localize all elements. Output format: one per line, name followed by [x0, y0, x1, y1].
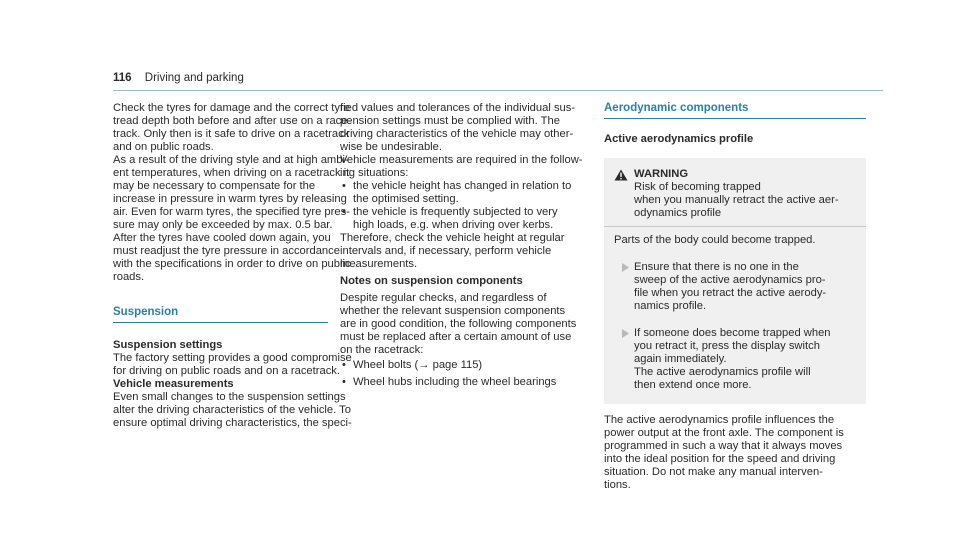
text-line: on the racetrack: [340, 344, 424, 356]
text-line: intervals and, if necessary, perform vehicle [340, 245, 552, 257]
text-line: are in good condition, the following components [340, 318, 577, 330]
text-line: ing situations: [340, 167, 409, 179]
text-line: and on public roads. [113, 141, 214, 153]
instruction-step [614, 261, 856, 313]
text-line: wise be undesirable. [340, 141, 442, 153]
text-line: If someone does become trapped when [634, 327, 831, 339]
text-line: After the tyres have cooled down again, you [113, 232, 331, 244]
text-line: Risk of becoming trapped [634, 181, 761, 193]
warning-label: WARNING [634, 168, 689, 180]
text-line: increase in pressure in warm tyres by releasing [113, 193, 347, 205]
text-line: The factory setting provides a good compromise [113, 352, 352, 364]
section-title-aerodynamic: Aerodynamic components [604, 102, 749, 114]
text-line: odynamics profile [634, 207, 722, 219]
column-middle [340, 102, 583, 389]
page-reference-link[interactable]: page 115) [432, 359, 483, 371]
text-line: file when you retract the active aerody- [634, 287, 827, 299]
measurements-continued [340, 102, 583, 180]
tyre-paragraph [113, 102, 352, 284]
section-title-suspension: Suspension [113, 306, 179, 318]
text-line: power output at the front axle. The component is [604, 427, 844, 439]
text-line: must be replaced after a certain amount of use [340, 331, 572, 343]
text-line: measurements. [340, 258, 418, 270]
list-item [340, 206, 570, 232]
text-line: roads. [113, 271, 145, 283]
text-line: air. Even for warm tyres, the specified tyre pres- [113, 206, 350, 218]
page-number: 116 [113, 72, 132, 84]
step-arrow-icon [614, 327, 634, 392]
text-line: Despite regular checks, and regardless of [340, 292, 547, 304]
text-line: driving characteristics of the vehicle may other- [340, 128, 574, 140]
text-line: tread depth both before and after use on a race- [113, 115, 352, 127]
text-line: Wheel bolts ( [353, 359, 419, 371]
warning-text [634, 168, 839, 220]
text-line: fied values and tolerances of the individual sus- [340, 102, 576, 114]
text-line: ent temperatures, when driving on a racetrack it [113, 167, 350, 179]
text-line: Therefore, check the vehicle height at regular [340, 232, 565, 244]
text-line: Vehicle measurements are required in the follow- [340, 154, 583, 166]
text-line: The active aerodynamics profile influences the [604, 414, 835, 426]
text-line: As a result of the driving style and at high ambi- [113, 154, 349, 166]
page-header [113, 72, 244, 84]
text-line: the optimised setting. [353, 193, 459, 205]
text-line: for driving on public roads and on a racetrack. [113, 365, 340, 377]
list-item-wheel-bolts [340, 359, 570, 372]
step-text [634, 327, 831, 392]
instruction-step [614, 327, 856, 392]
text-line: pension settings must be complied with. The [340, 115, 560, 127]
text-line: sure may only be exceeded by max. 0.5 bar. [113, 219, 333, 231]
step-arrow-icon [614, 261, 634, 313]
text-line: high loads, e.g. when driving over kerbs. [353, 219, 554, 231]
text-line: ensure optimal driving characteristics, the speci- [113, 417, 352, 429]
settings-paragraph [113, 352, 352, 378]
warning-divider [604, 226, 866, 227]
therefore-paragraph [340, 232, 570, 271]
text-line: you retract it, press the display switch [634, 340, 820, 352]
subheading-active-aero-profile: Active aerodynamics profile [604, 133, 754, 145]
text-line: Even small changes to the suspension settings [113, 391, 346, 403]
list-item [340, 180, 570, 206]
column-left [113, 102, 352, 430]
text-line: tions. [604, 479, 631, 491]
text-line: • the vehicle height has changed in relation to [353, 180, 572, 192]
text-line: • the vehicle is frequently subjected to very [353, 206, 558, 218]
header-divider [113, 90, 883, 91]
text-line: then extend once more. [634, 379, 752, 391]
text-line: when you manually retract the active aer- [634, 194, 839, 206]
measurements-paragraph [113, 391, 352, 430]
text-line: into the ideal position for the speed and driving [604, 453, 836, 465]
text-line: with the specifications in order to drive on public [113, 258, 351, 270]
list-item-wheel-hubs: • Wheel hubs including the wheel bearings [340, 376, 570, 389]
components-list [340, 359, 570, 389]
warning-header [614, 168, 856, 220]
text-line: whether the relevant suspension components [340, 305, 566, 317]
text-line: Ensure that there is no one in the [634, 261, 799, 273]
text-line: may be necessary to compensate for the [113, 180, 316, 192]
warning-body: Parts of the body could become trapped. [614, 234, 816, 246]
subheading-vehicle-measurements: Vehicle measurements [113, 378, 234, 390]
text-line: sweep of the active aerodynamics pro- [634, 274, 826, 286]
warning-box [604, 158, 866, 404]
text-line: must readjust the tyre pressure in accordance [113, 245, 340, 257]
situations-list [340, 180, 570, 232]
text-line: The active aerodynamics profile will [634, 366, 811, 378]
cross-reference-arrow: → [418, 359, 430, 371]
text-line: track. Only then is it safe to drive on a racetrack [113, 128, 350, 140]
subheading-suspension-settings: Suspension settings [113, 339, 223, 351]
text-line: situation. Do not make any manual interven- [604, 466, 823, 478]
text-line: programmed in such a way that it always moves [604, 440, 843, 452]
text-line: namics profile. [634, 300, 707, 312]
subheading-notes-suspension: Notes on suspension components [340, 275, 523, 287]
text-line: again immediately. [634, 353, 727, 365]
aero-description-paragraph [604, 414, 866, 492]
step-text [634, 261, 826, 313]
chapter-title: Driving and parking [144, 72, 244, 84]
notes-paragraph [340, 292, 577, 357]
text-line: Check the tyres for damage and the correct tyre [113, 102, 350, 114]
warning-triangle-icon [614, 168, 634, 220]
column-right [604, 102, 866, 492]
text-line: alter the driving characteristics of the vehicle. To [113, 404, 351, 416]
